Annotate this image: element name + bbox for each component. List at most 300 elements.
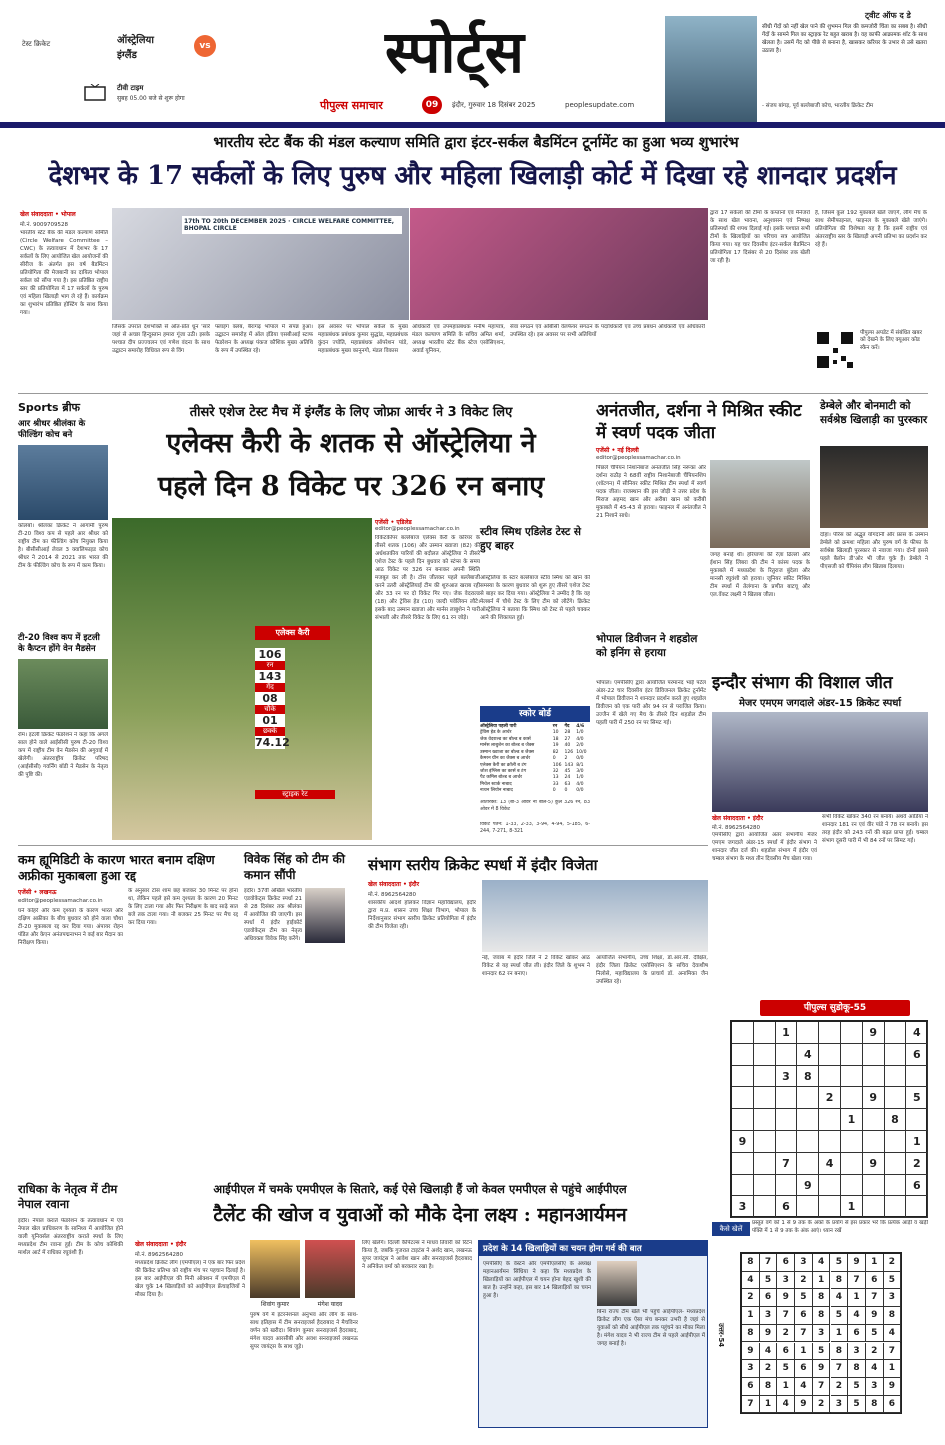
sudoku-cell: 5 xyxy=(866,1325,884,1343)
sudoku-cell[interactable] xyxy=(906,1109,928,1131)
table-row: एलेक्स कैरी का क्रॉली ब टंग 106 143 8/1 xyxy=(480,762,584,768)
sudoku-cell: 1 xyxy=(866,1254,884,1272)
stat-label: रन xyxy=(255,661,285,670)
sudoku-cell: 3 xyxy=(884,1289,902,1307)
fog-byline: एजेंसी • लखनऊ xyxy=(18,889,57,896)
sudoku-cell: 3 xyxy=(848,1343,866,1361)
sudoku-cell: 4 xyxy=(760,1343,778,1361)
sudoku-cell: 5 xyxy=(848,1396,866,1414)
sudoku-cell[interactable] xyxy=(732,1022,754,1044)
tv-time-label: टीवी टाइम xyxy=(117,84,144,92)
sambhag-body-2: नई, जवाब में इंदौर जिले ने 2 विकेट खोकर आठ विकेट से यह स्पर्धा जीत ली। इंदौर जिले के शुभम ने शानदार 62 रन बनाए। xyxy=(482,955,590,977)
sudoku-cell[interactable]: 1 xyxy=(841,1109,863,1131)
stat-value: 08 xyxy=(255,692,285,705)
sudoku-cell: 7 xyxy=(866,1289,884,1307)
sudoku-cell: 6 xyxy=(742,1378,760,1396)
sudoku-cell[interactable]: 2 xyxy=(819,1087,841,1109)
proud-title: प्रदेश के 14 खिलाड़ियों का चयन होना गर्व की बात xyxy=(479,1241,707,1256)
sudoku-cell[interactable] xyxy=(885,1196,907,1218)
stat-box xyxy=(255,648,290,749)
sudoku-cell: 9 xyxy=(884,1378,902,1396)
lead-kicker: भारतीय स्टेट बैंक की मंडल कल्याण समिति द्वारा इंटर-सर्कल बैडमिंटन टूर्नामेंट का हुआ भव्य शुभारंभ xyxy=(213,135,739,151)
sudoku-cell[interactable] xyxy=(797,1131,819,1153)
sudoku-cell: 4 xyxy=(884,1325,902,1343)
sudoku-cell: 7 xyxy=(742,1396,760,1414)
stat-label: स्ट्राइक रेट xyxy=(255,790,335,799)
how-to-play-label: कैसे खेलें xyxy=(712,1222,750,1236)
answer-grid xyxy=(740,1252,902,1414)
brief-headline-1: आर श्रीधर श्रीलंका के फील्डिंग कोच बने xyxy=(18,419,86,441)
radhika-body: इंदौर। नेपाल कराते फेडरेशन के तत्वावधान में एवं नेपाल खेल प्राधिकरण के सानिध्य में आयोजित होने वाली यूनिवर्सल अंतरराष्ट्रीय कराते स्पर्धा के लिए मध्यप्रदेश टीम रवाना हुई। टीम के कोच कोशिकी मार्शल आर्ट में राधिका रघुवंशी हैं। xyxy=(18,1218,123,1256)
indore-byline: खेल संवाददाता • इंदौर xyxy=(712,815,764,822)
ipl-body-3: लिए खेलेंगे। दिल्ली कैपिटल्स ने माधव तिवारी को रिटेन किया है, जबकि गुजरात टाइटंस ने अर्शद खान, लखनऊ सुपर जायंट्स ने आवेश खान और सनराइजर्स हैदराबाद ने अनिकेत वर्मा को बरकरार रखा है। xyxy=(362,1240,472,1270)
sudoku-cell: 8 xyxy=(884,1307,902,1325)
indore-phone: मो.नं. 8962564280 xyxy=(712,825,761,831)
lead-headline: देशभर के 17 सर्कलों के लिए पुरुष और महिला खिलाड़ी कोर्ट में दिखा रहे शानदार प्रदर्शन xyxy=(48,161,897,191)
sudoku-cell: 6 xyxy=(884,1396,902,1414)
lead-col2: जिसके उपरांत देशभक्ति से ओत-प्रोत धुन 'सारे जहां से अच्छा हिन्दुस्तान हमारा गूंजा उठी। इसके पश्चात दीप प्रज्ज्वलन एवं गणेश वंदना के साथ उद्घाटन समारोह विधिवत रूप से विंग xyxy=(112,324,210,354)
bangar-photo xyxy=(665,16,757,122)
ashes-kicker: तीसरे एशेज टेस्ट मैच में इंग्लैंड के लिए जोफ्रा आर्चर ने 3 विकेट लिए xyxy=(189,405,513,420)
sridhar-photo xyxy=(18,445,108,520)
stat-label: गेंद xyxy=(255,683,285,692)
sudoku-cell[interactable] xyxy=(819,1109,841,1131)
sudoku-cell: 5 xyxy=(884,1272,902,1290)
sudoku-cell: 8 xyxy=(831,1272,849,1290)
sudoku-cell: 1 xyxy=(777,1378,795,1396)
stat-value: 143 xyxy=(255,670,285,683)
sudoku-cell: 7 xyxy=(884,1343,902,1361)
sports-brief xyxy=(18,400,108,840)
sudoku-cell: 9 xyxy=(760,1325,778,1343)
sudoku-cell[interactable] xyxy=(841,1175,863,1197)
brief-text-2: रोम। इटली क्रिकेट फेडरेशन ने कहा कि अगले साल होने वाले आईसीसी पुरुष टी-20 विश्व कप में राष्ट्रीय टीम वेन मैडसेन की अगुवाई में खेलेगी। अंतरराष्ट्रीय क्रिकेट परिषद (आईसीसी) गवर्निंग बॉडी ने मैडसेन के नेतृत्व की पुष्टि की। xyxy=(18,732,108,779)
sudoku-cell[interactable]: 9 xyxy=(863,1153,885,1175)
sudoku-cell: 8 xyxy=(848,1360,866,1378)
tweet-label: ट्वीट ऑफ द डे xyxy=(865,11,911,20)
sudoku-cell: 8 xyxy=(760,1378,778,1396)
sudoku-cell: 1 xyxy=(884,1360,902,1378)
fog-body-2: के अनुसार टॉस शाम छह बजकर 30 मिनट पर होना था, लेकिन पहले इसे कम दृश्यता के कारण 20 मिनट के लिए टाला गया और फिर निरीक्षण के बाद साढ़े सात बजे तक टाला गया। नौ बजकर 25 मिनट पर मैच रद्द कर दिया गया। xyxy=(128,888,238,926)
masthead-rule xyxy=(0,122,945,128)
table-row: जेक वेदराल्ड का बोल्ड ब कार्स 18 27 4/0 xyxy=(480,736,584,742)
sudoku-cell[interactable] xyxy=(754,1087,776,1109)
sudoku-cell: 9 xyxy=(742,1343,760,1361)
sudoku-cell[interactable] xyxy=(754,1196,776,1218)
tv-time-detail: सुबह 05.00 बजे से शुरू होगा xyxy=(117,95,185,102)
sudoku-cell: 5 xyxy=(848,1378,866,1396)
sudoku-cell: 3 xyxy=(813,1325,831,1343)
sudoku-cell[interactable] xyxy=(906,1196,928,1218)
sudoku-cell[interactable] xyxy=(885,1131,907,1153)
sambhag-phone: मो.नं. 8962564280 xyxy=(368,892,417,898)
sudoku-cell[interactable] xyxy=(863,1175,885,1197)
sudoku-cell: 6 xyxy=(777,1254,795,1272)
fog-email: editor@peoplessamachar.co.in xyxy=(18,898,103,904)
event-banner: 17th TO 20th DECEMBER 2025 · CIRCLE WELFARE COMMITTEE, BHOPAL CIRCLE xyxy=(182,216,402,234)
sudoku-cell: 3 xyxy=(866,1378,884,1396)
sudoku-cell[interactable]: 8 xyxy=(797,1066,819,1088)
vivek-photo xyxy=(305,888,345,943)
table-row: उस्मान ख्वाजा का बोल्ड ब जैक्स 82 126 10/0 xyxy=(480,749,587,755)
proud-box xyxy=(478,1240,708,1428)
sambhag-body: शासकीय आदर्श होलकर विज्ञान महाविद्यालय, इंदौर द्वारा म.प्र. शासन उच्च शिक्षा विभाग, भोपाल के निर्देशानुसार संभाग स्तरीय क्रिकेट प्रतियोगिता में इंदौर की टीम विजेता रही। xyxy=(368,900,476,930)
sudoku-cell[interactable]: 6 xyxy=(906,1175,928,1197)
awards-photo xyxy=(820,446,928,528)
brief-headline-2: टी-20 विश्व कप में इटली के कैप्टन होंगे वेन मैडसेन xyxy=(18,633,100,655)
sudoku-cell: 2 xyxy=(760,1360,778,1378)
sudoku-cell: 6 xyxy=(777,1343,795,1361)
smith-body: ऑस्ट्रेलिया के स्टार बल्लेबाज स्टीव स्मिथ को खान की समस्या के कारण बुधवार को शुरू हुए तीसरे एशेज टेस्ट से बाहर कर दिया गया। ऑस्ट्रेलिया ने उम्मीद है कि वह मेलबर्न में चौथे टेस्ट के लिए टीम को लौटेंगे। क्रिकेट ऑस्ट्रेलिया ने बताया कि स्मिथ को टेस्ट से पहले चक्कर आने की शिकायत हुई। xyxy=(480,575,590,621)
score-total: अतिरिक्त: 13 (बा-3 ओवर नो बॉल-5) कुल 326 रन, 83 ओवर में 8 विकेट xyxy=(480,800,590,812)
sudoku-cell: 4 xyxy=(813,1254,831,1272)
radhika-headline: राधिका के नेतृत्व में टीम नेपाल रवाना xyxy=(18,1182,118,1211)
sudoku-cell[interactable] xyxy=(863,1109,885,1131)
sudoku-cell: 4 xyxy=(777,1396,795,1414)
fog-headline: कम ह्यूमिडिटी के कारण भारत बनाम दक्षिण अफ्रीका मुकाबला हुआ रद्द xyxy=(18,852,215,884)
sudoku-cell[interactable] xyxy=(797,1109,819,1131)
tweet-text: सीधी गेंदों को नहीं खेल पाने की शुभमन गिल की कमजोरी चिंता का सबब है। सीधी गेंदों के सामने गिल का स्ट्राइक रेट बहुत खराब है। वह काफी आक्रामक शॉट के साथ खेलता है। उसमें गेंद को पीछे से बनाना है, खासकर करियर के उभार से उसे खतरा उठाता है। xyxy=(762,24,927,54)
stat-name: एलेक्स कैरी xyxy=(255,626,330,640)
sudoku-cell: 3 xyxy=(777,1272,795,1290)
shooters-photo xyxy=(710,460,810,548)
masthead xyxy=(0,0,945,122)
fog-body: घने कोहरे और कम दृश्यता के कारण भारत और दक्षिण अफ्रीका के बीच बुधवार को होने वाला चौथा टी-20 मुकाबला रद्द कर दिया गया। अंपायर रोहन पंडित और केएन अनंतपद्मनाभन ने कई बार मैदान का निरीक्षण किया। xyxy=(18,908,123,946)
lead-byline: खेल संवाददाता • भोपाल xyxy=(20,211,76,218)
caption-mangesh: मंगेश यादव xyxy=(317,1301,343,1308)
sambhag-body-3: आयोजित संभागीय, उच्च शिक्षा, डॉ.आर.सी. दीक्षित, इंदौर जिला क्रिकेट एसोसिएशन के सचिव देवाशीष निलोसे, महाविद्यालय के प्राचार्य डॉ. अनामिका जैन उपस्थित रहे। xyxy=(596,955,708,985)
sudoku-cell[interactable] xyxy=(776,1109,798,1131)
sudoku-cell: 2 xyxy=(884,1254,902,1272)
smith-headline: स्टीव स्मिथ एडिलेड टेस्ट से हुए बाहर xyxy=(480,526,581,553)
sudoku-cell: 5 xyxy=(813,1343,831,1361)
proud-body-2: बिना राज्य टीम खेले भी पहुंचे आईपीएल- मध्यप्रदेश क्रिकेट लीग एक ऐसा मंच बनकर उभरी है जहां से युवाओं को सीधे आईपीएल तक पहुंचने का मौका मिला है। मंगेश यादव ने भी राज्य टीम से पहले आईपीएल में जगह बनाई है। xyxy=(597,1309,705,1347)
lead-photo-1 xyxy=(112,208,409,320)
sudoku-cell[interactable] xyxy=(776,1175,798,1197)
sudoku-cell[interactable] xyxy=(906,1066,928,1088)
sudoku-cell[interactable] xyxy=(885,1087,907,1109)
sudoku-cell: 5 xyxy=(760,1272,778,1290)
lead-photo-2 xyxy=(410,208,708,320)
lead-col8: है, जिसमें कुल 192 मुकाबले खेले जाएंगे, लीग मैच के साथ सेमीफाइनल, फाइनल के मुकाबले खेले जाएंगे। प्रतियोगिता की विशेषता यह है कि इसमें राष्ट्रीय एवं अंतरराष्ट्रीय स्तर के खिलाड़ी अपनी प्रतिभा का प्रदर्शन कर रहे हैं। xyxy=(815,210,927,248)
sudoku-cell[interactable]: 4 xyxy=(819,1153,841,1175)
lead-col6: सेवा संगठन एवं ओबीसी वेलफेयर संगठन के पदाधिकारी एवं उच्च प्रबंधन अधिकारी एवं अधिकारी उपस्थित रहे। इस अवसर पर सभी अतिथियों xyxy=(510,324,705,338)
sudoku-cell: 1 xyxy=(848,1289,866,1307)
sudoku-cell[interactable] xyxy=(841,1153,863,1175)
sudoku-cell: 6 xyxy=(866,1272,884,1290)
qr-code-icon[interactable] xyxy=(815,330,855,370)
sudoku-cell[interactable]: 5 xyxy=(906,1087,928,1109)
stat-value: 74.12 xyxy=(255,736,290,749)
sudoku-cell[interactable] xyxy=(819,1131,841,1153)
ipl-byline: खेल संवाददाता • इंदौर xyxy=(135,1241,187,1248)
sudoku-cell[interactable] xyxy=(732,1087,754,1109)
sudoku-cell[interactable]: 8 xyxy=(885,1109,907,1131)
vivek-headline: विवेक सिंह को टीम की कमान सौंपी xyxy=(244,852,345,882)
sudoku-cell[interactable] xyxy=(754,1131,776,1153)
ipl-phone: मो.नं. 8962564280 xyxy=(135,1252,184,1258)
sudoku-cell[interactable] xyxy=(885,1066,907,1088)
sudoku-cell: 6 xyxy=(848,1325,866,1343)
ipl-body-2: पुरुष वर्ग में इंटरनेशनल अनुभव और लीग के साथ-साथ इतिहास में टीम सनराइजर्स हैदराबाद ने मैचविनर वर्णन को खरीदा। शिवांग कुमार सनराइजर्स हैदराबाद, मंगेश यादव आरसीबी और अवश सनराइजर्स लखनऊ सुपर जायंट्स के साथ जुड़े। xyxy=(250,1312,358,1350)
table-row: कैमरन ग्रीन का जैक्स ब आर्चर 0 2 0/0 xyxy=(480,756,584,762)
indore-body: एमपीसीए द्वारा आयोजित अंतर संभागीय मेजर एमएम जगदाले अंडर-15 स्पर्धा में इंदौर संभाग ने शानदार जीत दर्ज की। शहडोल संभाग में इंदौर एवं चम्बल संभाग के मध्य तीन दिवसीय मैच खेला गया। xyxy=(712,832,817,862)
sudoku-cell[interactable] xyxy=(885,1153,907,1175)
sudoku-cell[interactable]: 1 xyxy=(906,1131,928,1153)
sudoku-cell[interactable]: 9 xyxy=(863,1087,885,1109)
indore-headline: इन्दौर संभाग की विशाल जीत xyxy=(712,673,893,693)
sudoku-cell: 7 xyxy=(760,1254,778,1272)
answer-label: उत्तर-54 xyxy=(717,1322,725,1348)
sudoku-cell: 1 xyxy=(795,1343,813,1361)
madsen-photo xyxy=(18,659,108,729)
ashes-headline-1: एलेक्स कैरी के शतक से ऑस्ट्रेलिया ने xyxy=(166,428,536,459)
ipl-kicker: आईपीएल में चमके एमपीएल के सितारे, कई ऐसे खिलाड़ी हैं जो केवल एमपीएल से पहुंचे आईपीएल xyxy=(213,1182,627,1196)
sudoku-cell[interactable] xyxy=(819,1196,841,1218)
sudoku-cell[interactable] xyxy=(754,1022,776,1044)
sudoku-cell: 8 xyxy=(742,1254,760,1272)
sudoku-cell[interactable]: 2 xyxy=(906,1153,928,1175)
section-title: स्पोर्ट्स xyxy=(385,18,524,86)
vs-badge: vs xyxy=(194,35,216,57)
sudoku-cell: 4 xyxy=(795,1378,813,1396)
sudoku-cell: 6 xyxy=(795,1360,813,1378)
indore-body-2: सभी विकेट खोकर 340 रन बनाये। अथर्व आर्डिया ने शानदार 181 रन एवं वीर पांडे ने 78 रन बनाये। इस तरह इंदौर को 243 रनों की बढ़त प्राप्त हुई। चम्बल संभाग दूसरी पारी में भी 84 रनों पर सिमट गई। xyxy=(822,814,928,844)
table-row: मार्नस लाबुशेन का बोल्ड ब जैक्स 19 40 2/0 xyxy=(480,743,584,749)
paper-name: पीपुल्स समाचार xyxy=(320,99,383,112)
how-to-play: प्रस्तुत वर्ग को 1 से 9 तक के अंकों के प्रयोग से इस प्रकार भरें कि प्रत्येक आड़ी व खड़ी पंक्ति में 1 से 9 तक के अंक आएं। ध्यान रखें xyxy=(752,1220,928,1234)
sudoku-cell[interactable] xyxy=(754,1153,776,1175)
indore-team-photo xyxy=(712,712,928,812)
sudoku-cell[interactable]: 9 xyxy=(797,1175,819,1197)
sudoku-cell: 9 xyxy=(848,1254,866,1272)
awards-body: दोहा। पेरिस को अद्भुत योगदानी और फ्रांस के उस्मान डेम्बेले को क्रमशः महिला और पुरुष वर्ग के फीफा के सर्वश्रेष्ठ खिलाड़ी पुरस्कार से नवाजा गया। दोनों इससे पहले बैलोन डी'ओर भी जीत चुके हैं। डेम्बेले ने पीएसजी को चैंपियंस लीग खिताब दिलाया। xyxy=(820,532,928,570)
sudoku-cell[interactable] xyxy=(819,1066,841,1088)
sudoku-cell: 4 xyxy=(742,1272,760,1290)
sudoku-cell: 5 xyxy=(795,1289,813,1307)
scorecard-table xyxy=(480,724,590,795)
sudoku-cell[interactable]: 4 xyxy=(797,1044,819,1066)
sudoku-cell: 8 xyxy=(831,1343,849,1361)
stat-label: चौके xyxy=(255,705,285,714)
sudoku-cell[interactable]: 3 xyxy=(732,1196,754,1218)
table-row: ट्रेविस हेड के आर्चर 10 28 1/0 xyxy=(480,730,584,736)
sudoku-cell[interactable] xyxy=(841,1087,863,1109)
sudoku-cell: 4 xyxy=(848,1307,866,1325)
ashes-byline: एजेंसी • एडिलेड xyxy=(375,519,412,526)
date-line: इंदौर, गुरुवार 18 दिसंबर 2025 xyxy=(452,101,536,109)
sudoku-cell: 7 xyxy=(813,1378,831,1396)
sudoku-cell: 9 xyxy=(777,1289,795,1307)
divider xyxy=(18,393,928,394)
sudoku-cell: 1 xyxy=(742,1307,760,1325)
indore-subhead: मेजर एमएम जगदाले अंडर-15 क्रिकेट स्पर्धा xyxy=(738,698,902,709)
table-row: नाथन लियोन नाबाद 0 0 0/0 xyxy=(480,788,584,794)
sudoku-cell[interactable] xyxy=(819,1022,841,1044)
team1: ऑस्ट्रेलिया xyxy=(117,35,154,46)
website: peoplesupdate.com xyxy=(565,101,635,109)
sudoku-cell[interactable] xyxy=(863,1044,885,1066)
sudoku-cell[interactable] xyxy=(754,1066,776,1088)
awards-headline: डेम्बेले और बोनमाटी को सर्वश्रेष्ठ खिलाड़ी का पुरस्कार xyxy=(820,400,928,426)
sudoku-cell[interactable] xyxy=(732,1044,754,1066)
sambhag-byline: खेल संवाददाता • इंदौर xyxy=(368,881,420,888)
sudoku-cell[interactable] xyxy=(797,1022,819,1044)
sudoku-cell[interactable] xyxy=(841,1022,863,1044)
stat-value: 01 xyxy=(255,714,285,727)
sudoku-cell: 8 xyxy=(813,1307,831,1325)
sudoku-cell: 2 xyxy=(866,1343,884,1361)
lead-col5: अधिकारी एवं उपमहाप्रबंधक मनीष महापात्र, मंडल कल्याण समिति के सचिव अमित शर्मा, अध्यक्ष भारतीय स्टेट बैंक स्टेज एसोसिएशन, अवार्ड यूनियन, xyxy=(412,324,505,354)
ashes-text xyxy=(375,518,480,840)
sudoku-cell[interactable]: 1 xyxy=(841,1196,863,1218)
sudoku-cell[interactable] xyxy=(732,1153,754,1175)
sudoku-cell: 9 xyxy=(866,1307,884,1325)
ashes-email: editor@peoplessamachar.co.in xyxy=(375,526,460,532)
scindia-photo xyxy=(597,1261,637,1306)
sudoku-cell[interactable] xyxy=(754,1175,776,1197)
team2: इंग्लैंड xyxy=(117,50,137,61)
sudoku-cell: 5 xyxy=(777,1360,795,1378)
sudoku-cell: 3 xyxy=(760,1307,778,1325)
sudoku-cell: 4 xyxy=(831,1289,849,1307)
sudoku-cell[interactable] xyxy=(841,1066,863,1088)
brief-tag: Sports ब्रीफ xyxy=(18,401,81,414)
sudoku-cell[interactable] xyxy=(776,1131,798,1153)
bhopal-body: भोपाल। एमपीसीए द्वारा आयोजित परमानंद भाई पटेल अंडर-22 चार दिवसीय इंटर डिविजनल क्रिकेट टूर्नामेंट में भोपाल डिवीजन ने शानदार प्रदर्शन करते हुए शहडोल डिवीजन को एक पारी और 94 रन से पराजित किया। उज्जैन में खेले गए मैच के तीसरे दिन शहडोल टीम पहली पारी में 250 रन पर सिमट गई। xyxy=(596,680,706,726)
sudoku-cell: 9 xyxy=(795,1396,813,1414)
sudoku-cell: 7 xyxy=(848,1272,866,1290)
sudoku-cell: 9 xyxy=(813,1360,831,1378)
ipl-body: मध्यप्रदेश क्रिकेट लीग (एमपीएल) ने एक बार फिर प्रदेश की क्रिकेट प्रतिभा को राष्ट्रीय मंच पर पहचान दिलाई है। इस बार आईपीएल की मिनी ऑक्शन में एमपीएल में खेल चुके 14 खिलाड़ियों को आईपीएल फ्रेंचाइजियों ने मौका दिया है। xyxy=(135,1260,245,1298)
sudoku-cell[interactable] xyxy=(885,1022,907,1044)
scorecard-header: ऑस्ट्रेलिया पहली पारी रन गेंद 4/6 xyxy=(480,724,585,729)
sudoku-cell: 8 xyxy=(813,1289,831,1307)
medal-email: editor@peoplessamachar.co.in xyxy=(596,455,681,461)
sudoku-cell[interactable] xyxy=(885,1175,907,1197)
sudoku-cell[interactable] xyxy=(797,1196,819,1218)
proud-body: एमपीसीए के वेस्टर्न और एमपीएलसीए के अध्यक्ष महानआर्यमन सिंधिया ने कहा कि मध्यप्रदेश के खिलाड़ियों का आईपीएल में चयन होना बेहद खुशी की बात है। उन्होंने कहा, इस बार 14 खिलाड़ियों का चयन हुआ है। xyxy=(483,1261,591,1299)
sudoku-cell: 1 xyxy=(831,1325,849,1343)
stat-value: 106 xyxy=(255,648,285,661)
sudoku-cell: 8 xyxy=(866,1396,884,1414)
sudoku-grid[interactable] xyxy=(730,1020,928,1218)
sudoku-cell[interactable] xyxy=(819,1175,841,1197)
sudoku-cell: 2 xyxy=(777,1325,795,1343)
sudoku-cell: 2 xyxy=(795,1272,813,1290)
sudoku-cell: 2 xyxy=(813,1396,831,1414)
sudoku-cell[interactable] xyxy=(732,1175,754,1197)
sudoku-cell: 3 xyxy=(795,1254,813,1272)
sudoku-title: पीपुल्स सुडोकू-55 xyxy=(760,1000,910,1016)
lead-col4: इस अवसर पर भोपाल सर्कल के मुख्य महाप्रबंधक प्रबंधक कुमार सुद्धांड, महाप्रबंधक कुंदन ज्योति, महाप्रबंधक ऑपरेशन पांडे, महाप्रबंधक मुख्य कानूनगो, मंडल विकास xyxy=(318,324,408,354)
sudoku-cell[interactable] xyxy=(841,1044,863,1066)
sudoku-cell: 7 xyxy=(795,1325,813,1343)
medal-headline: अनंतजीत, दर्शना ने मिश्रित स्कीट में स्वर्ण पदक जीता xyxy=(596,401,802,444)
sudoku-cell: 8 xyxy=(742,1325,760,1343)
sudoku-cell[interactable] xyxy=(885,1044,907,1066)
table-row: पैट कमिंस बोल्ड ब आर्चर 13 24 1/0 xyxy=(480,775,584,781)
sudoku-cell: 7 xyxy=(777,1307,795,1325)
sudoku-cell: 6 xyxy=(795,1307,813,1325)
sudoku-cell[interactable] xyxy=(797,1153,819,1175)
sudoku-cell[interactable] xyxy=(732,1109,754,1131)
sudoku-cell: 4 xyxy=(866,1360,884,1378)
medal-body-2: जगह बनाई थी। हरियाणा की रेज़ा ढिल्लों और ईशान सिंह लिबरा की टीम ने कांस्य पदक के मुकाबले में मध्यप्रदेश के रितुराज बुंदेला और मानसी रघुवंशी को हराया। जूनियर स्कीट मिश्रित टीम स्पर्धा में तेलंगाना के प्रणीत बाटचू और एल.वेंकट लक्ष्मी ने खिताब जीता। xyxy=(710,552,810,598)
caption-shivang: शिवांग कुमार xyxy=(260,1301,289,1308)
lead-phone: मो.नं. 9009709528 xyxy=(20,222,69,228)
medal-body: पिछले चैंपियन निशानेबाज अनंतजीत सिंह नरूका और दर्शना राठौड़ ने 68वीं राष्ट्रीय निशानेबाजी चैंपियनशिप (शॉटगन) में सीनियर स्कीट मिश्रित टीम स्पर्धा में स्वर्ण पदक जीता। राजस्थान की इस जोड़ी ने उत्तर प्रदेश के मिराज अहमद खान और अरीबा खान को करीबी मुकाबले में 45-43 से हराया। फाइनल में अनंतजीत ने 21 निशाने साधे। xyxy=(596,465,706,519)
stat-label: छक्के xyxy=(255,727,285,736)
medal-byline: एजेंसी • नई दिल्ली xyxy=(596,447,639,454)
qr-caption: पीपुल्स अपडेट में संबंधित खबर को देखने के लिए क्यूआर कोड स्कैन करें। xyxy=(860,330,922,351)
sudoku-cell[interactable] xyxy=(776,1087,798,1109)
sudoku-cell[interactable] xyxy=(754,1044,776,1066)
sudoku-cell: 2 xyxy=(742,1289,760,1307)
test-label: टेस्ट क्रिकेट xyxy=(22,40,51,48)
sudoku-cell[interactable] xyxy=(754,1109,776,1131)
sudoku-cell: 3 xyxy=(831,1396,849,1414)
sambhag-photo xyxy=(482,880,708,952)
sudoku-cell[interactable]: 3 xyxy=(776,1066,798,1088)
sudoku-cell: 2 xyxy=(831,1378,849,1396)
sudoku-cell[interactable]: 7 xyxy=(776,1153,798,1175)
shivang-photo xyxy=(250,1240,300,1298)
tv-icon xyxy=(84,84,106,102)
lead-col3: फ्लाइंग क्लब, बैरागढ़ भोपाल में संपन्न हुआ। उद्घाटन समारोह में ऑल इंडिया एसबीआई स्टाफ फेडरेशन के अध्यक्ष पंकज कौशिक मुख्य अतिथि के रूप में उपस्थित रहे। xyxy=(215,324,313,354)
divider xyxy=(18,845,708,846)
sudoku-cell[interactable]: 6 xyxy=(906,1044,928,1066)
vivek-body: इंदौर। 37वीं अखिल भारतीय एडवोकेट्स क्रिकेट स्पर्धा 21 से 28 दिसंबर तक श्रीलंका में आयोजित की जाएगी। इस स्पर्धा में इंदौर हाईकोर्ट एडवोकेट्स टीम का नेतृत्व अधिवक्ता विवेक सिंह करेंगे। xyxy=(244,888,302,942)
sudoku-cell[interactable] xyxy=(863,1196,885,1218)
table-row: मिचेल स्टार्क नाबाद 33 63 4/0 xyxy=(480,781,584,787)
ashes-headline-2: पहले दिन 8 विकेट पर 326 रन बनाए xyxy=(157,471,545,502)
bhopal-headline: भोपाल डिवीजन ने शहडोल को इनिंग से हराया xyxy=(596,633,698,660)
sambhag-headline: संभाग स्तरीय क्रिकेट स्पर्धा में इंदौर विजेता xyxy=(368,856,598,874)
sudoku-cell[interactable] xyxy=(863,1066,885,1088)
sudoku-cell[interactable] xyxy=(732,1066,754,1088)
page-number: 09 xyxy=(422,96,442,114)
scorecard-title: स्कोर बोर्ड xyxy=(480,706,590,722)
ashes-body: विकेटकीपर बल्लेबाज एलेक्स कैरी के करियर के तीसरे शतक (106) और उस्मान ख्वाजा (82) की अर्धशतकीय पारियों की बदौलत ऑस्ट्रेलिया ने तीसरे एशेज टेस्ट के पहले दिन बुधवार को स्टंप्स के समय आठ विकेट पर 326 रन बनाकर अपनी स्थिति मजबूत कर ली है। टॉस जीतकर पहले बल्लेबाजी करने उतरी ऑस्ट्रेलियाई टीम की शुरुआत खराब रही और 33 रन पर दो विकेट गिर गए। जेक वेदराल्ड (18) और ट्रेविस हेड (10) जल्दी पवेलियन लौटे। इसके बाद उस्मान ख्वाजा और मार्नस लाबुशेन ने पारी संभाली और तीसरे विकेट के लिए 61 रन जोड़े। xyxy=(375,535,480,621)
sudoku-cell[interactable]: 4 xyxy=(906,1022,928,1044)
sudoku-cell: 3 xyxy=(742,1360,760,1378)
sudoku-cell[interactable]: 1 xyxy=(776,1022,798,1044)
brief-text-1: कोलंबो। श्रीलंका क्रिकेट ने आगामी पुरुष टी-20 विश्व कप से पहले आर श्रीधर को राष्ट्रीय टीम का फील्डिंग कोच नियुक्त किया है। बीसीसीआई लेवल 3 क्वालिफाइड कोच श्रीधर ने 2014 से 2021 तक भारत की टीम के फील्डिंग कोच के रूप में काम किया। xyxy=(18,523,108,569)
sudoku-cell: 1 xyxy=(760,1396,778,1414)
sudoku-cell: 5 xyxy=(831,1254,849,1272)
sudoku-cell: 1 xyxy=(813,1272,831,1290)
sudoku-cell[interactable] xyxy=(841,1131,863,1153)
table-row: जोश इंग्लिस का कार्स ब टंग 32 45 3/0 xyxy=(480,768,584,774)
ipl-headline: टैलेंट की खोज व युवाओं को मौके देना लक्ष्य : महानआर्यमन xyxy=(213,1204,627,1226)
tweet-author: - संजय बांगड़, पूर्व बल्लेबाजी कोच, भारतीय क्रिकेट टीम xyxy=(762,103,874,109)
sudoku-cell[interactable]: 9 xyxy=(863,1022,885,1044)
mangesh-photo xyxy=(305,1240,355,1298)
sudoku-cell[interactable]: 9 xyxy=(732,1131,754,1153)
fall-of-wickets: विकेट पतन: 1-33, 2-33, 3-94, 4-94, 5-185, 6-244, 7-271, 8-321 xyxy=(480,822,590,834)
sudoku-cell: 6 xyxy=(760,1289,778,1307)
sudoku-cell[interactable] xyxy=(819,1044,841,1066)
lead-col1: भारतीय स्टेट बैंक की मंडल कल्याण समिति (Circle Welfare Committee – CWC) के तत्वावधान में देशभर के 17 सर्कलों के लिए आयोजित खेल आयोजनों की सीरीज के अंतर्गत इस वर्ष बैडमिंटन प्रतियोगिता की मेजबानी का दायित्व भोपाल सर्कल को सौंपा गया है। इस प्रतिष्ठित राष्ट्रीय स्तर की प्रतियोगिता में 17 सर्कलों के पुरुष एवं महिला खिलाड़ी भाग ले रहे हैं। कार्यक्रम का शुभारंभ प्रतिष्ठित होस्टिंग के साथ किया गया। xyxy=(20,230,108,316)
sudoku-cell[interactable]: 6 xyxy=(776,1196,798,1218)
match-box xyxy=(22,32,232,107)
sudoku-cell[interactable] xyxy=(863,1131,885,1153)
sudoku-cell[interactable] xyxy=(797,1087,819,1109)
sudoku-cell: 7 xyxy=(831,1360,849,1378)
sudoku-cell: 5 xyxy=(831,1307,849,1325)
sudoku-cell[interactable] xyxy=(776,1044,798,1066)
